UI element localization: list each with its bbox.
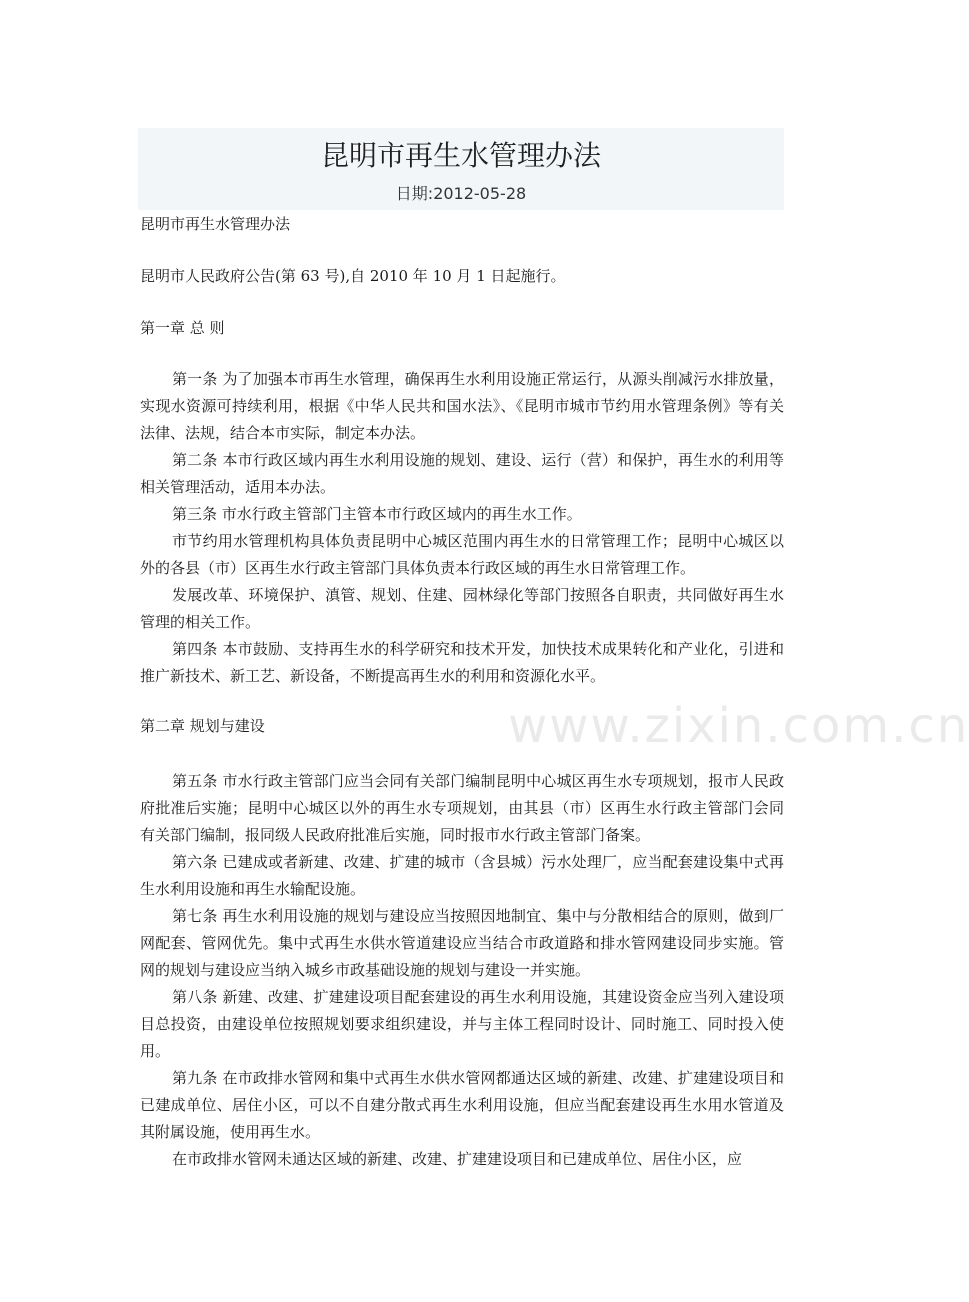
article-5: 第五条 市水行政主管部门应当会同有关部门编制昆明中心城区再生水专项规划，报市人民政府批准后实施；昆明中心城区以外的再生水专项规划，由其县（市）区再生水行政主管部门会同有关部门编制，报同级人民政府批准后实施，同时报市水行政主管部门备案。 xyxy=(140,772,784,844)
article-4: 第四条 本市鼓励、支持再生水的科学研究和技术开发，加快技术成果转化和产业化，引进和推广新技术、新工艺、新设备，不断提高再生水的利用和资源化水平。 xyxy=(140,640,784,685)
article-2: 第二条 本市行政区域内再生水利用设施的规划、建设、运行（营）和保护，再生水的利用等相关管理活动，适用本办法。 xyxy=(140,451,784,496)
chapter-2-body xyxy=(140,768,784,1173)
article-7: 第七条 再生水利用设施的规划与建设应当按照因地制宜、集中与分散相结合的原则，做到厂网配套、管网优先。集中式再生水供水管道建设应当结合市政道路和排水管网建设同步实施。管网的规划与建设应当纳入城乡市政基础设施的规划与建设一并实施。 xyxy=(140,907,784,979)
article-9: 第九条 在市政排水管网和集中式再生水供水管网都通达区域的新建、改建、扩建建设项目和已建成单位、居住小区，可以不自建分散式再生水利用设施，但应当配套建设再生水用水管道及其附属设施，使用再生水。 xyxy=(140,1069,784,1141)
document-subtitle: 昆明市再生水管理办法 xyxy=(140,215,291,233)
article-3-clause-3: 发展改革、环境保护、滇管、规划、住建、园林绿化等部门按照各自职责，共同做好再生水管理的相关工作。 xyxy=(140,586,784,631)
article-9-clause-2: 在市政排水管网未通达区域的新建、改建、扩建建设项目和已建成单位、居住小区，应 xyxy=(172,1150,743,1168)
page-title: 昆明市再生水管理办法 xyxy=(320,139,601,172)
chapter-2-heading: 第二章 规划与建设 xyxy=(140,717,265,735)
chapter-1-body xyxy=(140,366,784,690)
publish-date: 日期:2012-05-28 xyxy=(395,184,527,203)
article-6: 第六条 已建成或者新建、改建、扩建的城市（含县城）污水处理厂，应当配套建设集中式再生水利用设施和再生水输配设施。 xyxy=(140,853,784,898)
announcement-line: 昆明市人民政府公告(第 63 号),自 2010 年 10 月 1 日起施行。 xyxy=(140,267,566,285)
document-body xyxy=(140,210,784,1173)
article-3: 第三条 市水行政主管部门主管本市行政区域内的再生水工作。 xyxy=(172,505,582,523)
watermark-text: www.zixin.com.cn xyxy=(508,698,969,754)
article-8: 第八条 新建、改建、扩建建设项目配套建设的再生水利用设施，其建设资金应当列入建设项目总投资，由建设单位按照规划要求组织建设，并与主体工程同时设计、同时施工、同时投入使用。 xyxy=(140,988,784,1060)
article-1: 第一条 为了加强本市再生水管理，确保再生水利用设施正常运行，从源头削减污水排放量，实现水资源可持续利用，根据《中华人民共和国水法》、《昆明市城市节约用水管理条例》等有关法律、法规，结合本市实际，制定本办法。 xyxy=(140,370,784,442)
article-3-clause-2: 市节约用水管理机构具体负责昆明中心城区范围内再生水的日常管理工作；昆明中心城区以外的各县（市）区再生水行政主管部门具体负责本行政区域的再生水日常管理工作。 xyxy=(140,532,784,577)
document-page xyxy=(138,128,969,1302)
chapter-1-heading: 第一章 总 则 xyxy=(140,319,225,337)
